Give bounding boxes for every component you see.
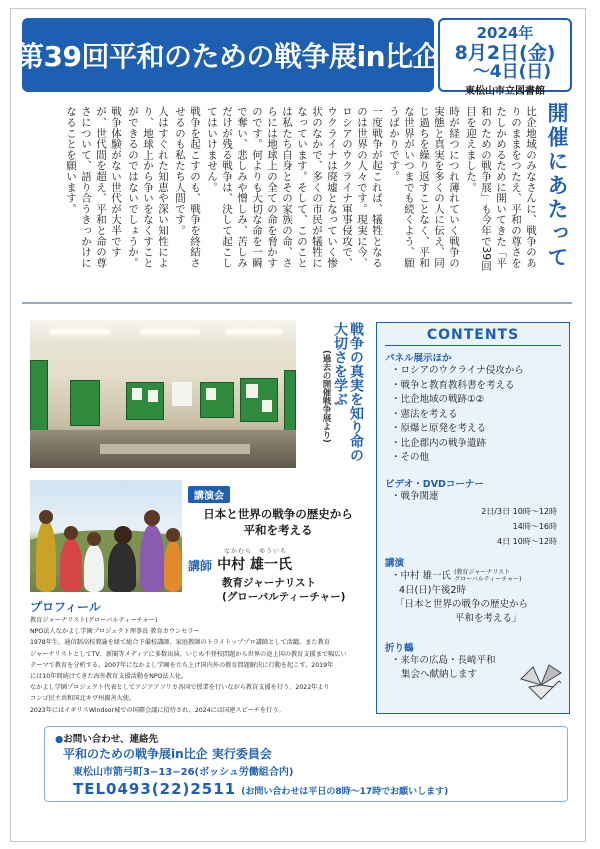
speaker-ruby: なかむら ゆういち — [224, 548, 288, 555]
inquiry-box — [44, 726, 568, 802]
contents-box — [376, 322, 570, 714]
lecture-photo — [30, 480, 182, 592]
profile-heading: プロフィール — [30, 600, 101, 614]
lecture-time: 4日(日)午後2時 — [399, 584, 467, 596]
section-divider — [22, 302, 572, 304]
inquiry-address: 東松山市箭弓町3−13−26(ボッシュ労働組合内) — [73, 767, 294, 778]
inquiry-committee: 平和のための戦争展in比企 実行委員会 — [63, 747, 272, 761]
lecture-title-line: 日本と世界の戦争の歴史から — [203, 507, 353, 521]
panel-item: ・その他 — [391, 452, 430, 463]
greeting-section — [34, 100, 572, 278]
bullet-dot-icon: ● — [55, 734, 64, 745]
date-box — [438, 18, 572, 97]
inquiry-label: ●お問い合わせ、連絡先 — [55, 734, 159, 745]
panel-item: ・ロシアのウクライナ侵攻から — [391, 365, 524, 376]
profile-line: なかよし学園プロジェクト代表としてアジアアフリカ各国で授業を行いながら教育支援を行う。2022年より — [30, 684, 330, 692]
video-schedule: 14時〜16時 — [512, 522, 557, 531]
lecture-title-line: 平和を考える — [243, 523, 313, 537]
profile-line: 教育ジャーナリスト(グローバルティーチャー) — [30, 617, 158, 624]
lecture-speaker-note: (教育ジャーナリスト グローバルティーチャー) — [454, 569, 522, 583]
inquiry-tel-row — [73, 779, 557, 798]
photo-caption-title: 戦争の真実を知り命の大切さを学ぶ — [332, 322, 364, 462]
lecture-heading: 講演 — [385, 558, 405, 569]
profile-line: コンゴ民主共和国北キヴ州親善大使。 — [30, 695, 136, 703]
event-title: 第39回平和のための戦争展in比企 — [16, 40, 440, 73]
profile-line: 1978年生。通信制高校教諭を経て総合予備校講師、家庭教師のトライトッププロ講師として活躍。また教育 — [30, 639, 330, 647]
profile-line: テーマで教育を分析する。2007年になかよし学園を立ち上げ国内外の教育問題解決に行動を起こす。2019年 — [30, 661, 334, 669]
profile-line: NPO法人なかよし学園プロジェクト理事長 教育カウンセラー — [30, 628, 200, 636]
event-year: 2024年 — [476, 24, 534, 42]
panel-heading: パネル展示ほか — [385, 353, 452, 364]
greeting-paragraph: 比企地域のみなさんに、戦争のありのままをつたえ、平和の尊さをたしかめるために開いてきた「平和のための戦争展」も今年で39回目を迎えました。 — [465, 106, 537, 272]
speaker-title-line: 教育ジャーナリスト — [222, 577, 317, 589]
exhibit-photo — [30, 320, 296, 468]
speaker-title-line: (グローバルティーチャー) — [222, 591, 346, 603]
photo-caption — [302, 322, 364, 472]
lecture-badge: 講演会 — [188, 486, 230, 503]
profile-line: には10年間続けてきた海外教育支援活動をNPO法人化。 — [30, 673, 188, 681]
event-date-end: 〜4日(日) — [472, 62, 552, 82]
crane-item: ・来年の広島・長崎平和 — [391, 654, 496, 666]
greeting-paragraph: 人はすぐれた知恵や深い知性により、地球上から争いをなくすことができるのではないでしょうか。 — [127, 106, 169, 268]
speaker-row — [188, 546, 368, 604]
paper-crane-icon — [519, 663, 563, 703]
title-banner — [16, 18, 440, 92]
contents-title: CONTENTS — [385, 327, 561, 346]
event-venue: 東松山市立図書館 — [465, 86, 545, 97]
video-heading: ビデオ・DVDコーナー — [385, 478, 484, 490]
inquiry-hours: (お問い合わせは平日の8時〜17時でお願いします) — [241, 787, 449, 797]
greeting-paragraph: 戦争を起こすのも、戦争を終結させるのも私たち人間です。 — [174, 106, 201, 268]
lecture-title-item: 平和を考える」 — [455, 612, 522, 624]
photo-caption-sub: (過去の開催戦争展より) — [321, 350, 331, 443]
greeting-body — [38, 106, 538, 278]
panel-item: ・戦争と教育教科書を考える — [391, 379, 515, 391]
greeting-heading: 開催にあたって — [545, 102, 569, 270]
lecture-title — [188, 506, 368, 538]
panel-item: ・比企郡内の戦争遺跡 — [391, 437, 487, 449]
video-schedule: 2日/3日 10時〜12時 — [481, 507, 557, 516]
lecture-info — [188, 484, 368, 538]
panel-item: ・憲法を考える — [391, 408, 458, 420]
profile-line: ジャーナリストとしてTV、新聞等メディアに多数出演。いじめ不登校問題から世界の途上国の教育支援まで幅広い — [30, 650, 347, 658]
greeting-paragraph: 時が経つにつれ薄れていく戦争の実態と真実を多くの人に伝え、同じ過ちを繰り返すことなく、平和な世界がいつまでも続くよう、願うばかりです。 — [388, 106, 460, 268]
panel-item: ・原爆と原発を考える — [391, 423, 487, 434]
profile-section — [30, 598, 370, 716]
panel-item: ・比企地域の戦跡①② — [391, 394, 485, 405]
speaker-role: 講師 — [188, 559, 213, 573]
lecture-speaker — [385, 569, 561, 584]
greeting-paragraph: 一度戦争が起これば、犠牲となるのは世界の人々です。現実に今、ロシアのウクライナ軍事侵攻で、ウクライナは廃墟となっていく惨状のなかで、多くの市民が犠牲になっています。そして、このことは私たち自身とその家族の命、さらには地球上の全ての命を脅かすのです。何よりも大切な命を一瞬で奪い、悲しみや憎しみ、苦しみだけが残る戦争は、決して起こしてはいけません。 — [206, 106, 383, 268]
inquiry-tel[interactable]: TEL0493(22)2511 — [73, 780, 237, 798]
crane-heading: 折り鶴 — [385, 642, 414, 654]
event-date-start: 8月2日(金) — [454, 42, 556, 64]
lecture-title-item: 「日本と世界の戦争の歴史から — [395, 598, 529, 610]
crane-item: 集会へ献納します — [401, 668, 478, 680]
speaker-name: 中村 雄一氏 — [217, 557, 292, 573]
profile-line: 2023年にはイギリスWindsor城での国際会議に招待され、2024には国連スピーチを行う。 — [30, 706, 285, 714]
video-schedule: 4日 10時〜12時 — [497, 537, 557, 546]
lecture-speaker-name: ・中村 雄一氏 — [391, 570, 452, 582]
greeting-paragraph: 戦争体験がない世代が大半ですが、世代間を超え、平和と命の尊さについて、語り合うきっかけになることを願います。 — [65, 106, 122, 268]
video-item: ・戦争関連 — [391, 490, 439, 502]
